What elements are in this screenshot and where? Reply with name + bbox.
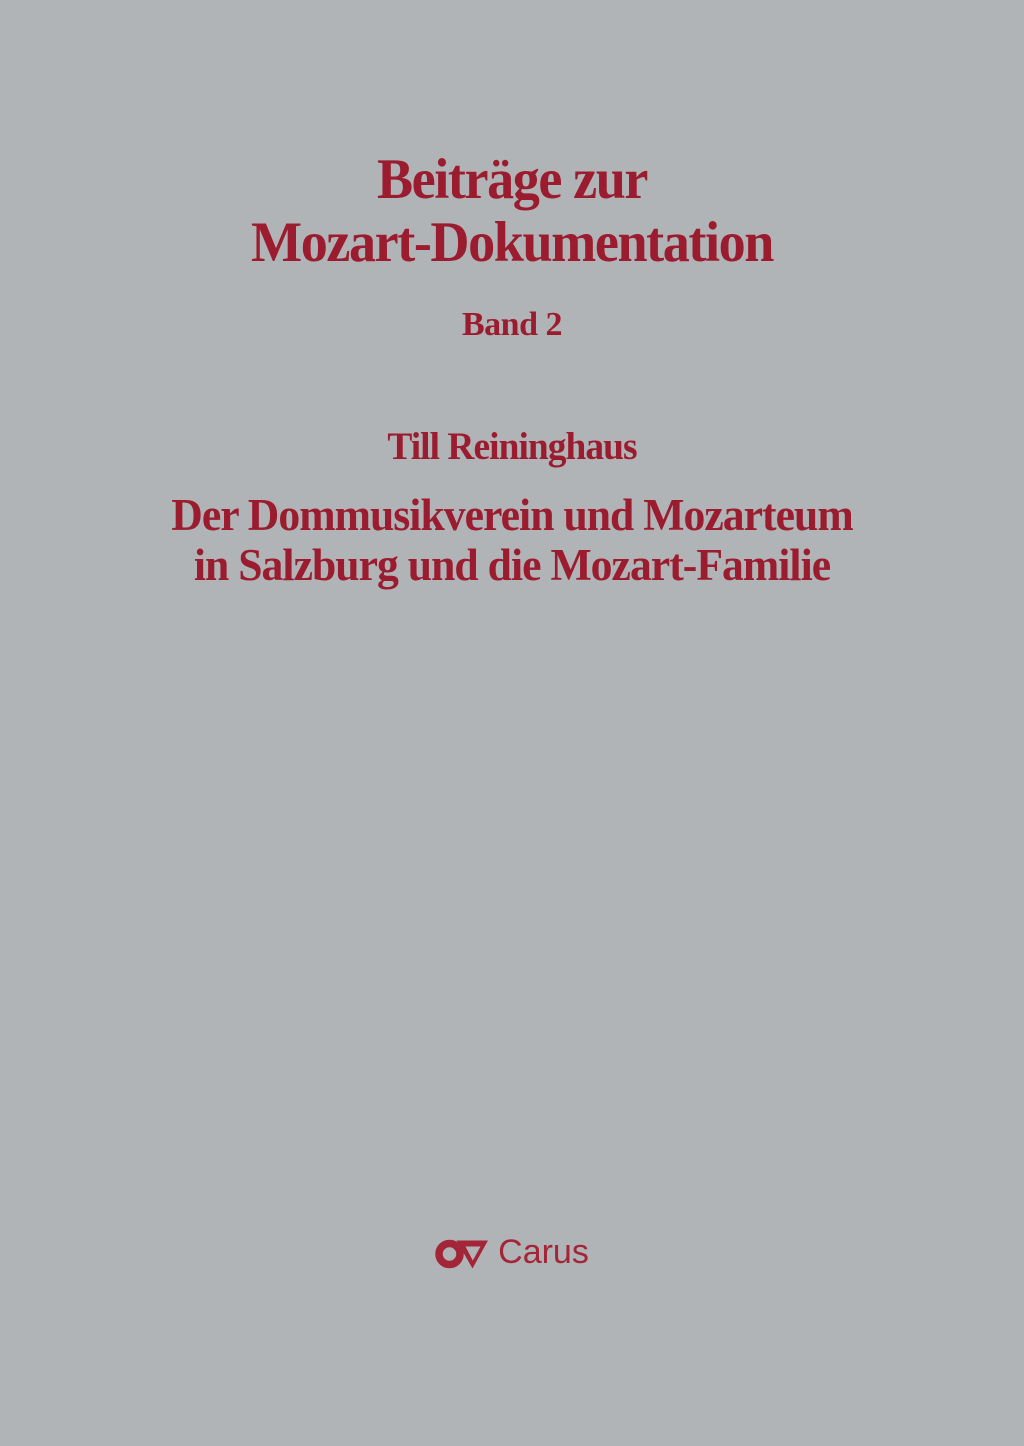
publisher-name: Carus bbox=[498, 1233, 589, 1271]
series-title bbox=[26, 148, 999, 274]
book-title bbox=[15, 490, 1008, 590]
series-title-line1: Beiträge zur bbox=[376, 148, 648, 211]
book-title-line2: in Salzburg und die Mozart-Familie bbox=[193, 540, 831, 590]
publisher-logo-block bbox=[0, 1234, 1024, 1270]
book-title-line1: Der Dommusikverein und Mozarteum bbox=[171, 490, 853, 540]
author-name: Till Reininghaus bbox=[387, 425, 637, 468]
volume-label: Band 2 bbox=[462, 306, 562, 343]
carus-cv-monogram-icon bbox=[435, 1234, 489, 1270]
series-title-line2: Mozart-Dokumentation bbox=[251, 211, 773, 274]
